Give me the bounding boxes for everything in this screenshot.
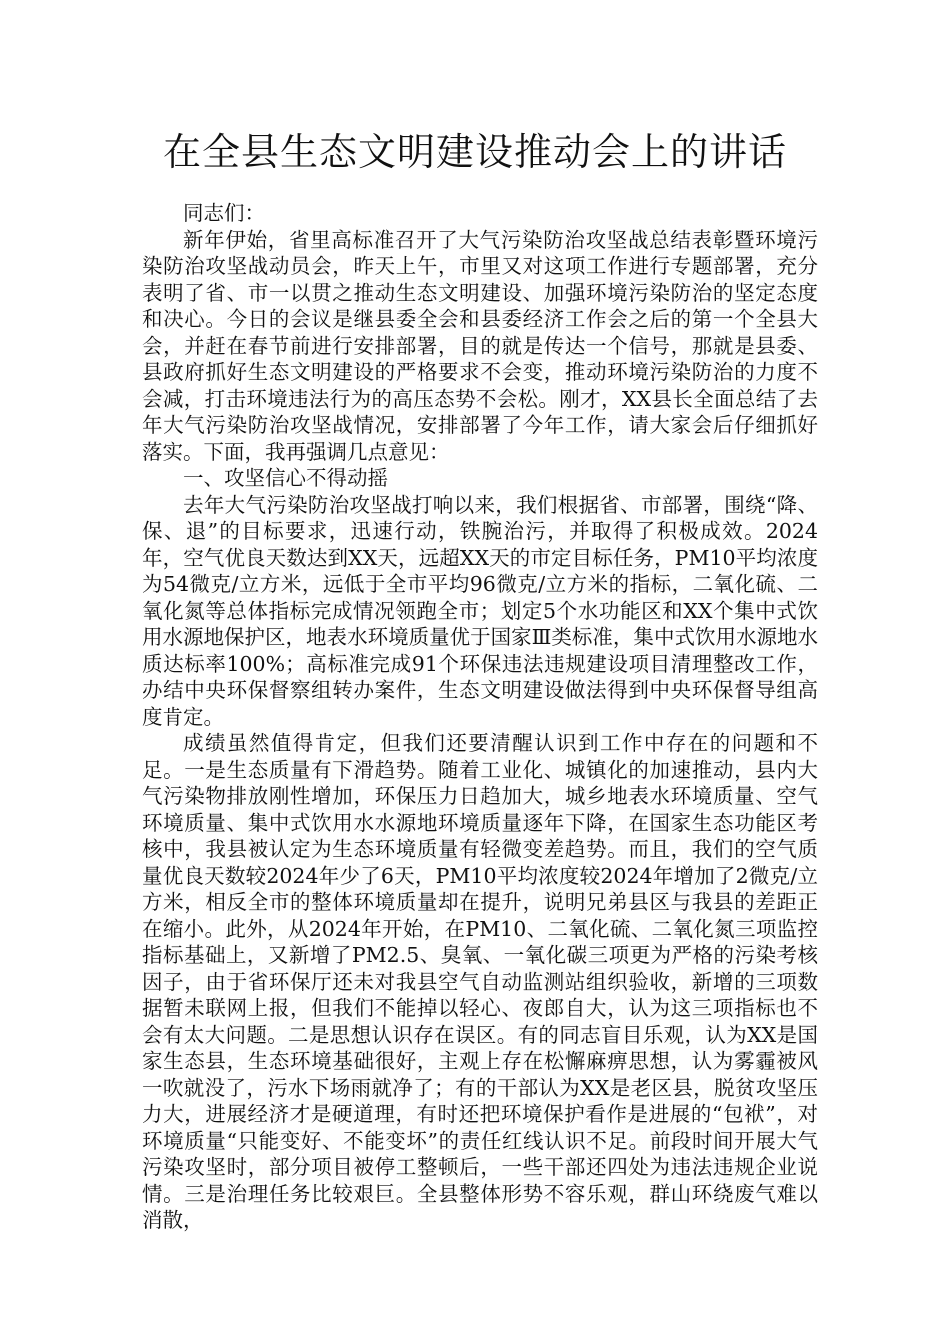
document-body [142, 200, 818, 1234]
body-paragraph: 新年伊始，省里高标准召开了大气污染防治攻坚战总结表彰暨环境污染防治攻坚战动员会，昨天上午，市里又对这项工作进行专题部署，充分表明了省、市一以贯之推动生态文明建设、加强环境污染防治的坚定态度和决心。今日的会议是继县委全会和县委经济工作会之后的第一个全县大会，并赶在春节前进行安排部署，目的就是传达一个信号，那就是县委、县政府抓好生态文明建设的严格要求不会变，推动环境污染防治的力度不会减，打击环境违法行为的高压态势不会松。刚才，XX县长全面总结了去年大气污染防治攻坚战情况，安排部署了今年工作，请大家会后仔细抓好落实。下面，我再强调几点意见： [142, 227, 818, 464]
body-paragraph: 去年大气污染防治攻坚战打响以来，我们根据省、市部署，围绕“降、保、退”的目标要求，迅速行动，铁腕治污，并取得了积极成效。2024年，空气优良天数达到XX天，远超XX天的市定目标任务，PM10平均浓度为54微克/立方米，远低于全市平均96微克/立方米的指标，二氧化硫、二氧化氮等总体指标完成情况领跑全市；划定5个水功能区和XX个集中式饮用水源地保护区，地表水环境质量优于国家Ⅲ类标准，集中式饮用水源地水质达标率100%；高标准完成91个环保违法违规建设项目清理整改工作，办结中央环保督察组转办案件，生态文明建设做法得到中央环保督导组高度肯定。 [142, 492, 818, 729]
salutation-paragraph: 同志们： [183, 201, 265, 225]
body-paragraph: 成绩虽然值得肯定，但我们还要清醒认识到工作中存在的问题和不足。一是生态质量有下滑趋势。随着工业化、城镇化的加速推动，县内大气污染物排放刚性增加，环保压力日趋加大，城乡地表水环境质量、空气环境质量、集中式饮用水水源地环境质量逐年下降，在国家生态功能区考核中，我县被认定为生态环境质量有轻微变差趋势。而且，我们的空气质量优良天数较2024年少了6天，PM10平均浓度较2024年增加了2微克/立方米，相反全市的整体环境质量却在提升，说明兄弟县区与我县的差距正在缩小。此外，从2024年开始，在PM10、二氧化硫、二氧化氮三项监控指标基础上，又新增了PM2.5、臭氧、一氧化碳三项更为严格的污染考核因子，由于省环保厅还未对我县空气自动监测站组织验收，新增的三项数据暂未联网上报，但我们不能掉以轻心、夜郎自大，认为这三项指标也不会有太大问题。二是思想认识存在误区。有的同志盲目乐观，认为XX是国家生态县，生态环境基础很好，主观上存在松懈麻痹思想，认为雾霾被风一吹就没了，污水下场雨就净了；有的干部认为XX是老区县，脱贫攻坚压力大，进展经济才是硬道理，有时还把环境保护看作是进展的“包袱”，对环境质量“只能变好、不能变坏”的责任红线认识不足。前段时间开展大气污染攻坚时，部分项目被停工整顿后，一些干部还四处为违法违规企业说情。三是治理任务比较艰巨。全县整体形势不容乐观，群山环绕废气难以消散， [142, 731, 818, 1232]
section-heading: 一、攻坚信心不得动摇 [183, 466, 388, 490]
document-title: 在全县生态文明建设推动会上的讲话 [162, 130, 787, 174]
